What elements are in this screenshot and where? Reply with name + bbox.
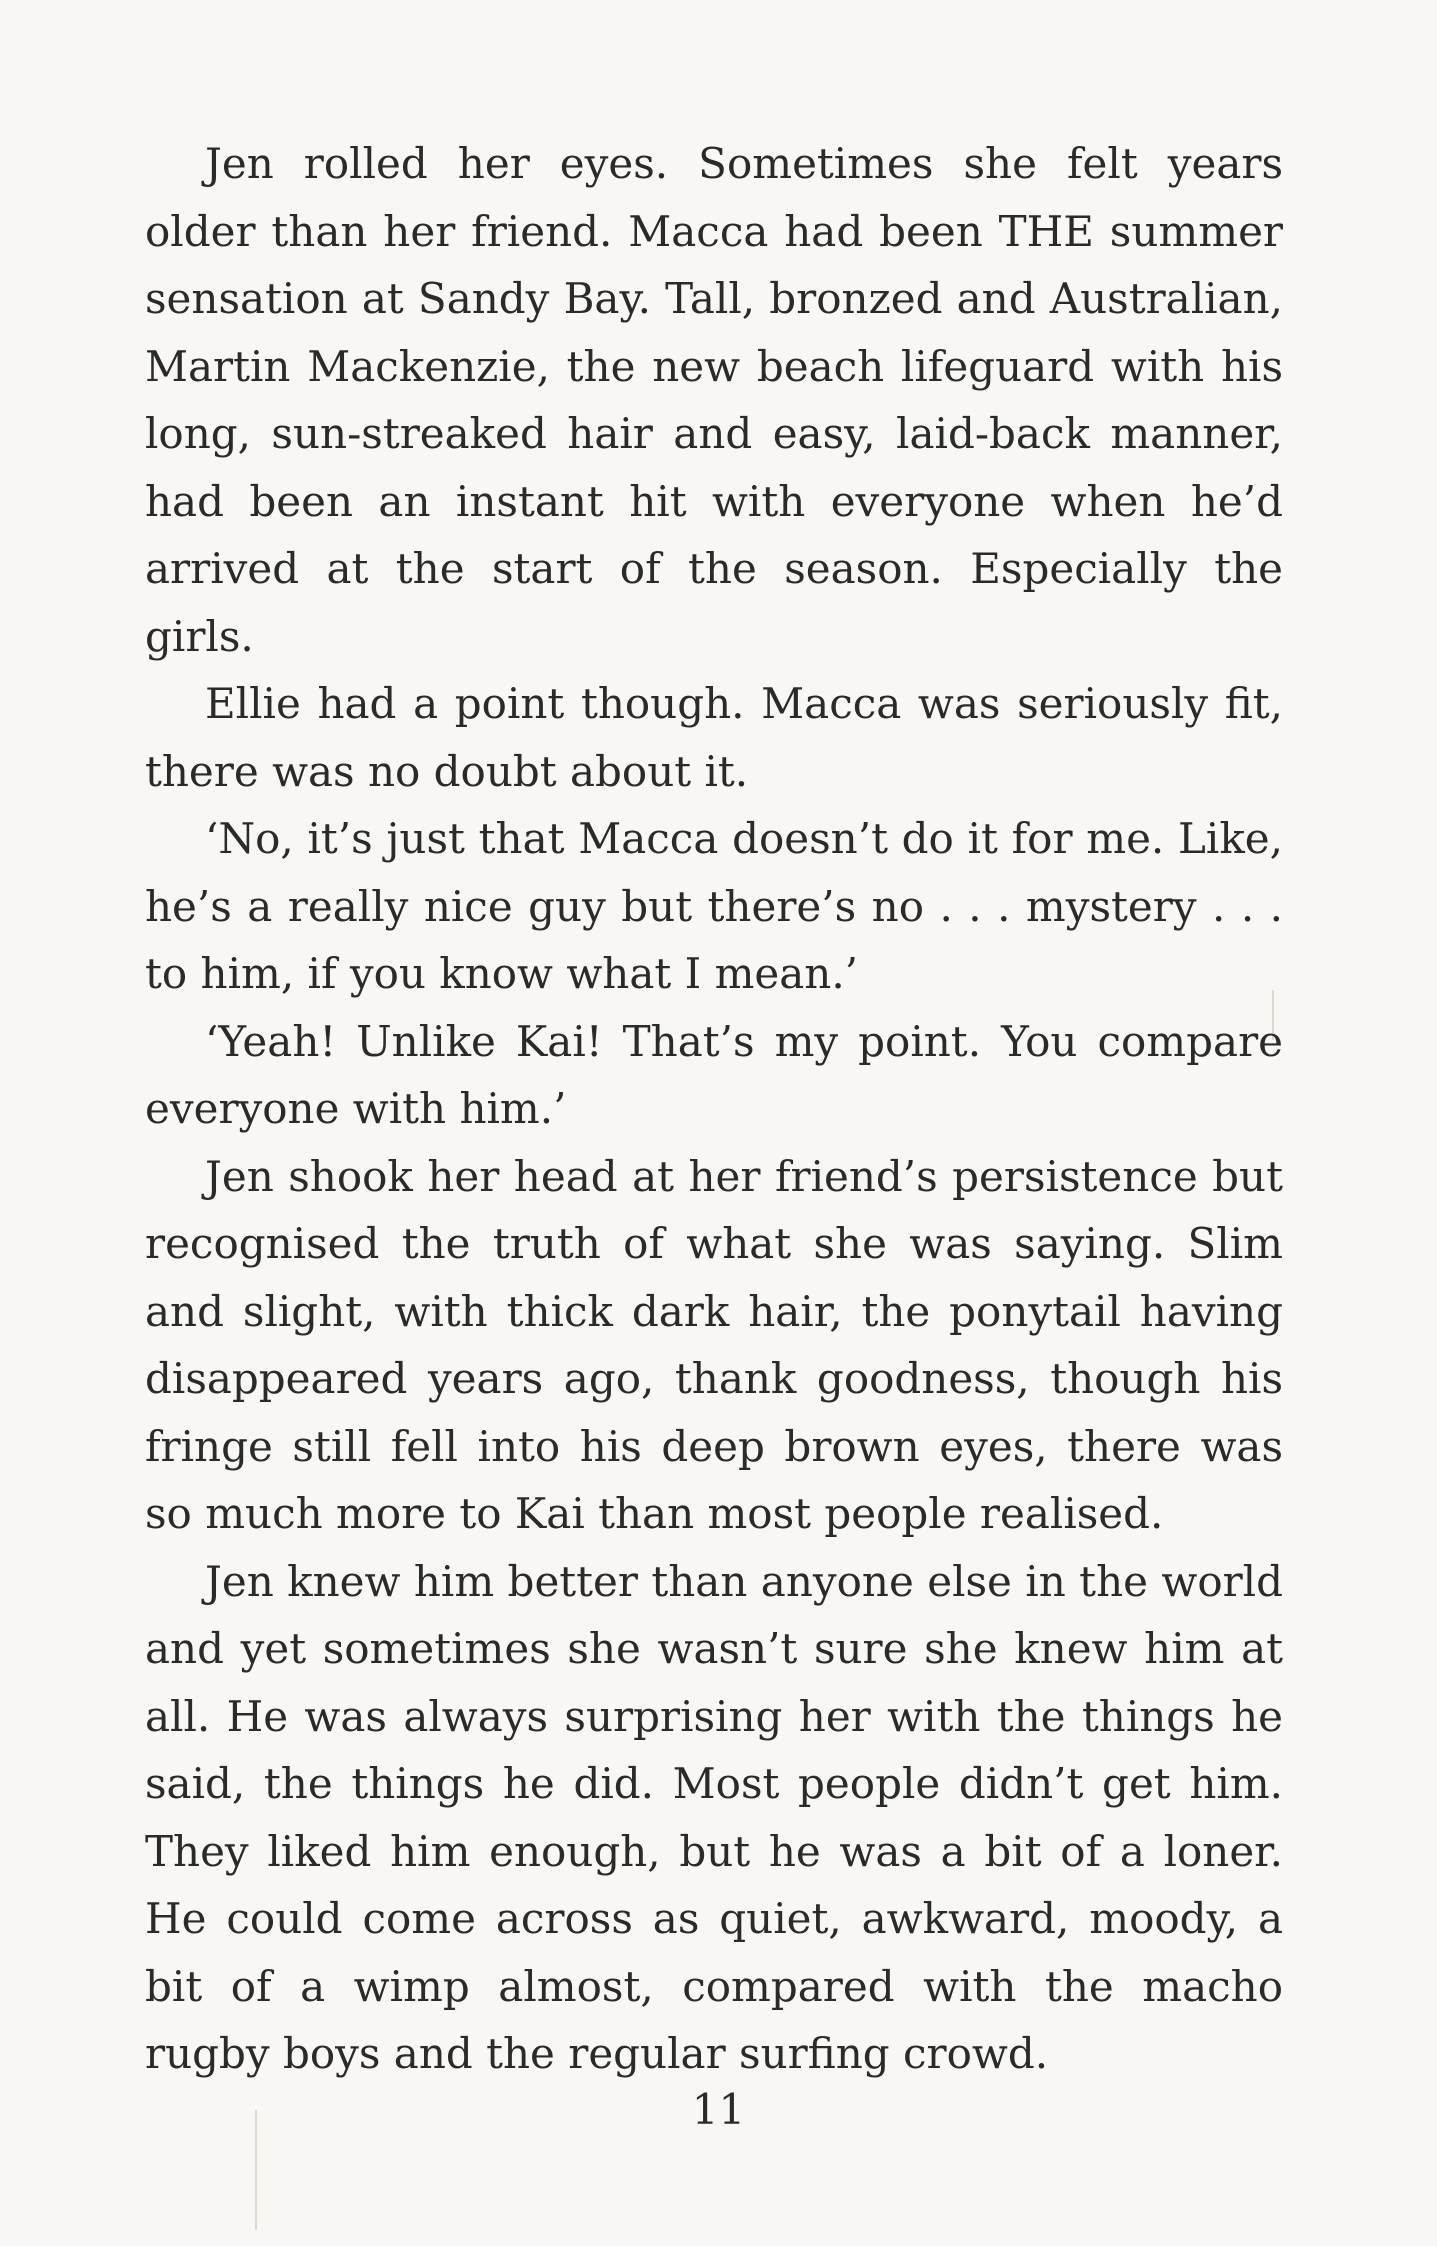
paragraph: Jen shook her head at her friend’s persistence but recognised the truth of what she was saying. Slim and slight, with thick dark hair, the ponytail having disappeared years ago, thank goodness, though his fringe still fell into his deep brown eyes, there was so much more to Kai than most people realised. — [145, 1151, 1283, 1538]
page-number: 11 — [691, 2085, 746, 2134]
paragraph: Ellie had a point though. Macca was seriously fit, there was no doubt about it. — [145, 679, 1283, 796]
paragraph: ‘Yeah! Unlike Kai! That’s my point. You compare everyone with him.’ — [145, 1016, 1283, 1133]
paragraph: Jen rolled her eyes. Sometimes she felt years older than her friend. Macca had been THE summer sensation at Sandy Bay. Tall, bronzed and Australian, Martin Mackenzie, the new beach lifeguard with his long, sun-streaked hair and easy, laid-back manner, had been an instant hit with everyone when he’d arrived at the start of the season. Especially the girls. — [145, 139, 1283, 661]
body-text — [145, 130, 1283, 2088]
paragraph: ‘No, it’s just that Macca doesn’t do it for me. Like, he’s a really nice guy but there’s no . . . mystery . . . to him, if you know what I mean.’ — [145, 814, 1283, 998]
paragraph: Jen knew him better than anyone else in the world and yet sometimes she wasn’t sure she knew him at all. He was always surprising her with the things he said, the things he did. Most people didn’t get him. They liked him enough, but he was a bit of a loner. He could come across as quiet, awkward, moody, a bit of a wimp almost, compared with the macho rugby boys and the regular surfing crowd. — [145, 1556, 1283, 2078]
